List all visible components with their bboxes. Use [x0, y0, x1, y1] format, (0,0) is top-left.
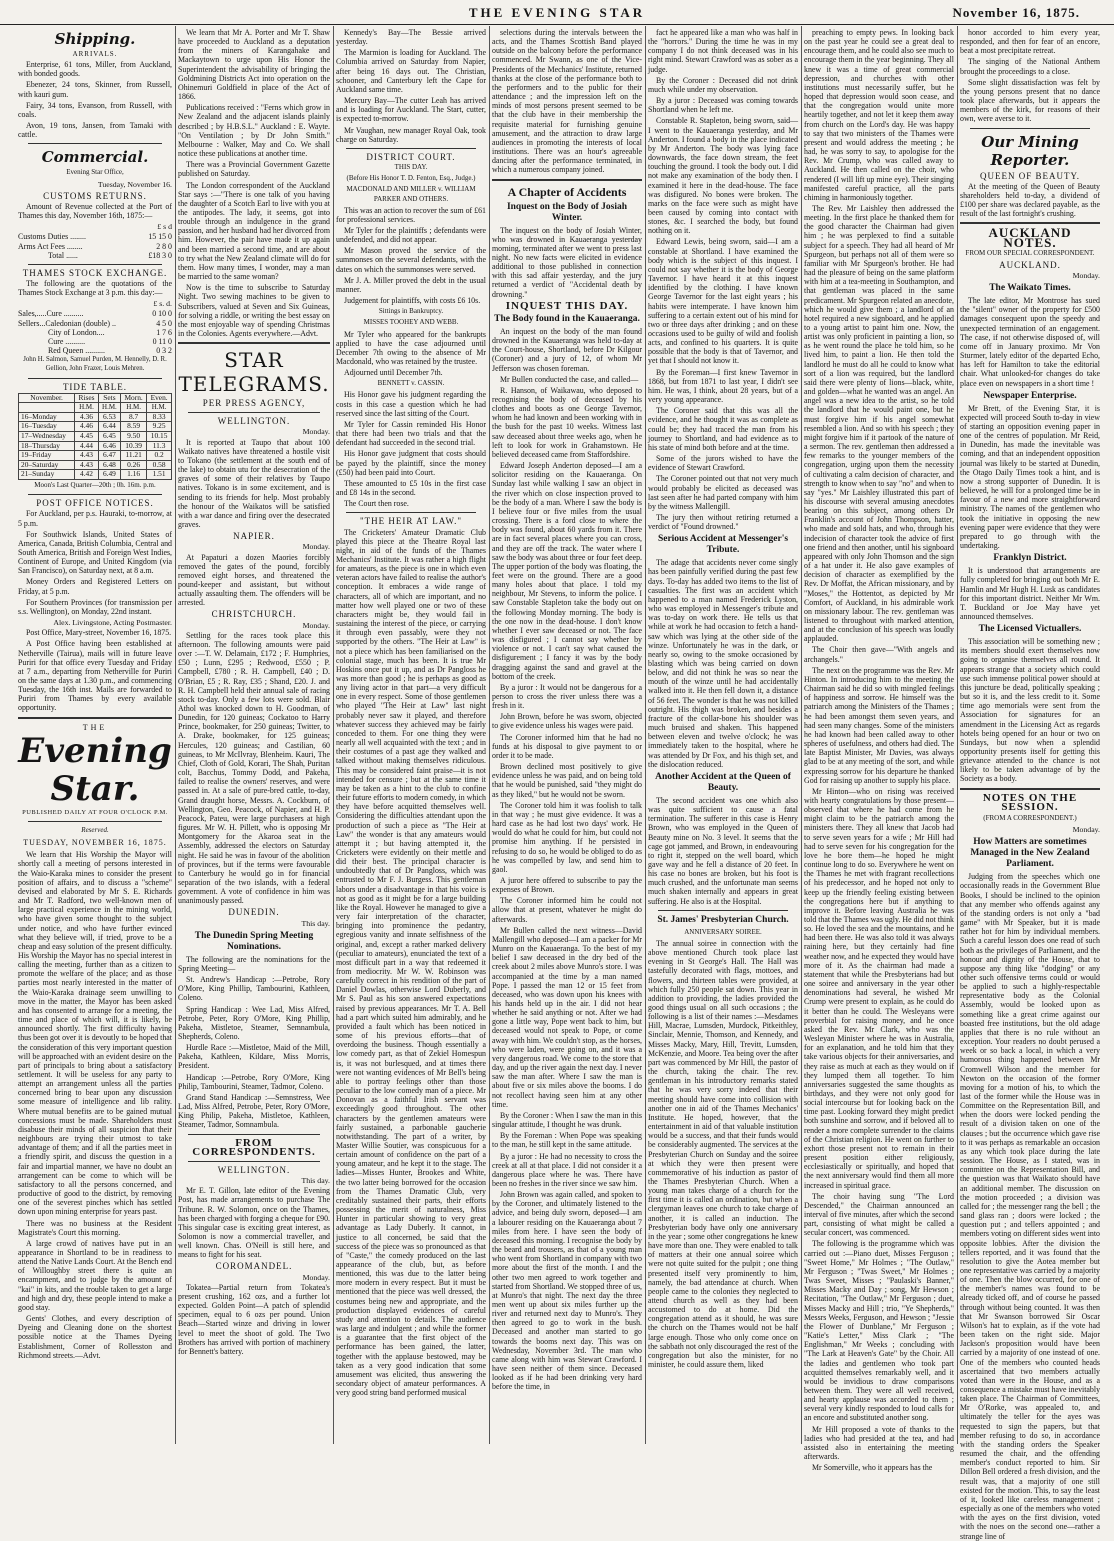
- notes-paragraph: It is understood that arrangements are fully completed for bringing out both Mr E. Hamlin and Mr Hugh H. Lusk as candidates for this important district. Neither Mr Wm. T. Buckland or Joe May have yet announced themselves.: [960, 566, 1100, 621]
- nominations-paragraph: Grand Stand Handicap :—Semnstress, Wee Lad, Miss Alfred, Petrobe, Peter, Rory O'More, King Philip, Pakeha, Mistletoe, Kathleen, Steamer, Tadmor, Somnambula.: [178, 1092, 330, 1130]
- post-notice: Post Office, Mary-street, November 16, 1875.: [26, 628, 172, 638]
- nominations-paragraph: St. Andrew's Handicap :—Petrobe, Rory O'More, King Phillip, Tambourini, Kathleen, Coleno.: [178, 975, 330, 1003]
- exchange-value: 4 5 0: [156, 318, 172, 328]
- post-notice: For Southern Provinces (for transmission per s.s. Wellington), on Monday, 22nd instant.: [18, 597, 172, 616]
- inquest-paragraph: Mr Bullen conducted the case, and called—: [500, 374, 639, 384]
- nominations-paragraph: Spring Handicap : Wee Lad, Miss Alfred, Petrobe, Peter, Rory O'More, King Phillip, Pakeha, Mistletoe, Steamer, Semnambula, Shepherds, Coleno.: [178, 1004, 330, 1041]
- tide-unit: H.M.: [147, 403, 172, 413]
- mining-reporter-heading: Our Mining Reporter.: [981, 132, 1079, 169]
- arrival-item: Ebenezer, 24 tons, Skinner, from Russell, with kauri gum.: [18, 80, 172, 99]
- tide-cell: 8.33: [147, 412, 172, 422]
- news-paragraph: There was a Provincial Government Gazette published on Saturday.: [178, 160, 330, 179]
- district-court-heading: DISTRICT COURT.: [366, 151, 456, 162]
- inquest-paragraph: Mr Bullen called the next witness—David Mallengill who deposed—I am a packer for Mr Munro on the Kauaeranga. To the best of my belief I saw deceased in the dry bed of the creek about 2 miles above Munro's store. I was accompanied at the time by a man named Pope. I passed the man 12 or 15 feet from deceased, who was down upon his knees with his hands held up in the air. I did not hear whether he said anything or not. After we had gone a little way, Pope went back to him, but deceased would not speak to Pope, or come away with him. We couldn't stop, as the horses, who were laden, were going on, and it was a very dangerous road. We come to the store that day, and up the river again the next day. I never saw the man after. Where I saw the man is about five or six miles above the booms. I do not recollect having seen him at any other time.: [492, 925, 642, 1109]
- kauaeranga-heading: The Body found in the Kauaeranga.: [494, 313, 640, 324]
- tide-col-header: Morn.: [121, 393, 147, 403]
- divider: [28, 494, 162, 495]
- messenger-accident-heading: Serious Accident at Messenger's Tribute.: [657, 534, 789, 556]
- waikato-times-heading: The Waikato Times.: [989, 283, 1071, 294]
- divider: [28, 143, 162, 144]
- divider: [28, 264, 162, 265]
- dateline-day: Monday.: [302, 620, 330, 630]
- queen-accident-heading: Another Accident at the Queen of Beauty.: [655, 771, 791, 793]
- customs-total: £18 3 0: [148, 250, 172, 260]
- post-notice: A Post Office having been established at Netherville (Tairua), mails will in future leave Puriri for that office every Tuesday and Friday at 7 a.m., departing from Netherville for Puriri on the same days at 1.30 p.m., and commencing Tuesday, the 16th inst. Mails are forwarded to Puriri from Thames by every available opportunity.: [18, 639, 172, 713]
- exchange-row: [18, 309, 172, 318]
- licensed-victuallers-heading: The Licensed Victuallers.: [978, 624, 1082, 635]
- inquest-paragraph: Some of the jurors wished to have the evidence of Stewart Crawford.: [648, 454, 798, 473]
- exchange-label: City of London....: [48, 327, 105, 337]
- review-paragraph: selections during the intervals between the acts, and the Thames Scottish Band played outside on the balcony before the performance commenced. Mr Swann, as one of the Vice-Presidents of the Mechanics' Institute, returned thanks at the close of the performance both to the performers and to the public for their attendance ; and the impression left on the minds of most persons present seemed to be that the club have in their membership the requisite material for furnishing genuine amusement, and the attraction to draw large audiences in promoting the interests of local institutions. There was an hour's agreeable dancing after the performance terminated, in which a numerous company joined.: [492, 28, 642, 175]
- column-2: [178, 28, 330, 1444]
- nominations-paragraph: The following are the nominations for the Spring Meeting—: [178, 954, 330, 973]
- nominations-paragraph: Handicap :—Petrobe, Rory O'More, King Philip, Tambourini, Steamer, Tadmor, Coleno.: [178, 1072, 330, 1091]
- news-paragraph: Kennedy's Bay—The Bessie arrived yesterday.: [336, 28, 486, 47]
- customs-value: 15 15 0: [148, 232, 172, 242]
- inquest-paragraph: The Coroner said that this was all the evidence, and he thought it was as complete as could be; they had traced the man from his journey to Shortland, and had evidence as to his state of mind both before and at the time.: [648, 406, 798, 452]
- tide-units-row: [19, 403, 172, 413]
- column-7: [960, 28, 1101, 1541]
- tide-cell: 6.45: [98, 432, 120, 442]
- accident-paragraph: The second accident was one which also was quite sufficient to cause a fatal termination. The sufferer in this case is Henry Brown, who was employed in the Queen of Beauty mine on No. 3 level. It seems that the cage got jammed, and Brown, in endeavouring to right it, stepped on the well board, which gave way and he fell a distance of 20 feet. In his case no bones are broken, but his foot is much crushed, and the unfortunate man seems much shaken internally and appears in great suffering. He also is at the Hospital.: [648, 795, 798, 906]
- tide-unit: [19, 403, 75, 413]
- exchange-row: [18, 346, 172, 355]
- court-paragraph: Mr Mason proved the service of the summonses on the several defendants, with the dates on which the summonses were served.: [336, 246, 486, 274]
- auckland-notes-heading: AUCKLAND NOTES.: [988, 225, 1072, 250]
- tide-cell: 4.45: [75, 432, 99, 442]
- tide-unit: H.M.: [98, 403, 120, 413]
- inquest-paragraph: By a juror : He had no necessity to cross the creek at all at that place. I did not consider it a dangerous place where he was. There have been no freshes in the river since we saw him.: [492, 1151, 642, 1188]
- tide-body: [19, 412, 172, 479]
- newspaper-enterprise-heading: Newspaper Enterprise.: [983, 390, 1077, 401]
- customs-label: Arms Act Fees ........: [18, 241, 83, 251]
- exchange-value: 0 11 0: [152, 336, 172, 346]
- tide-cell: 0.58: [147, 460, 172, 470]
- tide-cell: 4.42: [75, 470, 99, 480]
- dateline-day: Monday.: [302, 1272, 330, 1282]
- column-rule: [489, 26, 490, 1444]
- double-divider: [18, 717, 172, 719]
- exchange-names: John H. Salmon, Samuel Purden, M. Hennelly, D. R. Gellion, John Frazer, Louis Mehren.: [23, 356, 167, 373]
- court-paragraph: His Honor gave judgment that costs should be payed by the plaintiff, since the money (£50) had been paid into Court.: [336, 449, 486, 477]
- church-paragraph: Some slight dissatisfaction was felt by the young persons present that no dance took place afterwards, but it appears the members of the kirk, for reasons of their own, were averse to it.: [960, 77, 1100, 124]
- divider: [346, 512, 476, 513]
- tide-cell: 6.47: [98, 451, 120, 461]
- dateline-place: CHRISTCHURCH.: [211, 609, 297, 620]
- inquest-paragraph: fact he appeared like a man who was half in the "horrors." During the time he was in my company I do not think deceased was in his right mind. Stewart Crawford was as sober as a judge.: [648, 28, 798, 74]
- church-paragraph: Mr Hinton—who on rising was received with hearty congratulations by those present—observed that where he had come from he might claim to be the patriarch among the ministers there. They all knew that Jacob had to serve seven years for a wife ; Mr Hill had had to serve seven for his congregation for the love he bore them—he hoped he might continue long to do so. Everywhere he went on the Thames he met with fragrant recollections of his predecessor, and he hoped not only to keep up the friendly feeling existing between the congregations here but if anything to improve it. Before leaving Australia he was told that the Thames was ugly. He did not think so. He loved the sea and the mountains, and he had been there. He was also told it was always raining here, but they certainly had fine weather now, and he expected they would have more of it. As the chairman had made a statement that while the Presbyterians had but one soiree and anniversary in the year other denominations had several, he wished Mr Crump were present to explain, as he could do it better than he could. The Wesleyans were proverbial for raising money, and he once asked the Rev. Mr Clark, who was the Wesleyan Minister where he was in Australia, for an explanation, and he told him that they take various objects for their anniversaries, and they raise as much at each as they would on if they lumped them all together. To him anniversaries suggested the same thoughts as birthdays, and they were not only good for social intercourse but for looking back on the time past. Looking forward they might predict both sunshine and sorrow, and if beloved all to render a more complete surrender to the claims of the Christian religion. He went on further to exhort those present not to remain in their present position either religiously, ecclesiastically or spiritually, and hoped that the next anniversary would find them all more increased in spiritual grace.: [804, 786, 954, 1190]
- exchange-label: Cure ..........: [48, 336, 86, 346]
- tide-col-header: Sets: [98, 393, 120, 403]
- news-paragraph: The London correspondent of the Auckland Star says :—"There is one talk of you having the daughter of a Scotch Earl to live with you at the antipodes. The lady, it seems, got into trouble through an indulgence in the grand passion, and her husband had her divorced from him. However, the pair have made it up again and been married a second time, and are about to try what the New Zealand climate will do for them. How many times, I wonder, may a man be married to the same woman?: [178, 180, 330, 282]
- customs-row: [18, 242, 172, 251]
- advertisement: Gents' Clothes, and every description of Dyeing and Cleaning done on the shortest possible notice at the Thames Dyeing Establishment, Corner of Rollesston and Richmond streets.—Advt.: [18, 1314, 172, 1360]
- exchange-row: [18, 337, 172, 346]
- exchange-label: Sales,.....Cure ..........: [18, 309, 84, 319]
- church-paragraph: The Choir then gave—"With angels and archangels.": [804, 645, 954, 664]
- newspaper-title: THE EVENING STAR: [468, 5, 646, 20]
- auckland-notes-subheading: FROM OUR SPECIAL CORRESPONDENT.: [965, 248, 1095, 257]
- church-paragraph: Mr Somerville, who it appears has the: [812, 1463, 933, 1473]
- news-paragraph: We learn that Mr A. Porter and Mr T. Shaw have proceeded to Auckland as a deputation from the miners of Karangahake and Mackaytown to urge upon His Honor the Superintendent the advisability of bringing the Goldmining Districts Act into operation on the Ohinemuri Goldfield in place of the Act of 1866.: [178, 28, 330, 102]
- nameplate: Evening Star.: [18, 730, 172, 809]
- divider: [188, 1134, 320, 1135]
- dateline-day: This day.: [301, 1176, 330, 1186]
- tide-col-header: Even.: [147, 393, 172, 403]
- column-6: [804, 28, 954, 1473]
- editorial-paragraph: We learn that His Worship the Mayor will shortly call a meeting of persons interested in the Waio-Karaka mines to consider the present position of affairs, and to discuss a "scheme" devised and elaborated by Mr S. E. Richards and Mr T. Radford, two well-known men of large practical experience in the mining world, who have given some thought to the subject under notice, and who have further evinced what they believe will, if tried, prove to be a cheap and easy solution of the present difficulty. His Worship the Mayor has no special interest in calling the meeting, further than as a citizen to promote the welfare of the place; and as those parties most nearly interested in the matter of the Waio-Karaka drainage seem unwilling to move in the matter, the Mayor has been asked and has consented to arrange for a meeting, the time and place of which will, it is likely, be announced shortly. The first difficulty having thus been got over it is devoutly to be hoped that the consideration of this very important question will be approached with an evident desire on the part of principals to bring about a satisfactory settlement. It will be useless for any party to attempt an arrangement unless all the parties concerned bring to bear upon any discussion some measure of intelligence and lib rality. Where mutual benefits are to be gained mutual concessions must be made. Shareholders must disabuse their minds of all suspicion that their neighbours are trying their utmost to take advantage of them; and if all the parties meet in a friendly spirit, and discuss the question in a fair and impartial manner, we have no doubt an arrangement can be come to which will be satisfactory to all the persons concerned, and productive of good to the district, by removing one of the severest pinches which has settled down upon mining enterprise for years past.: [18, 850, 172, 1217]
- news-paragraph: Mr Vaughan, new manager Royal Oak, took charge on Saturday.: [336, 125, 486, 144]
- tide-cell: 10.15: [147, 432, 172, 442]
- tide-unit: H.M.: [121, 403, 147, 413]
- court-paragraph: The Court then rose.: [344, 499, 409, 509]
- chapter-of-accidents-heading: A Chapter of Accidents: [507, 184, 627, 199]
- exchange-row: [18, 328, 172, 337]
- tide-cell: 20–Saturday: [19, 460, 75, 470]
- news-paragraph: Publications received : "Ferns which grow in New Zealand and the adjacent islands plainly described ; by H.B.S.L." Auckland : E. Wayte. "On Ventilation ; by Dr John Smith." Melbourne : Walker, May and Co. We shall notice these publications at another time.: [178, 103, 330, 159]
- tide-cell: 4.46: [75, 422, 99, 432]
- exchange-text: The following are the quotations of the Thames Stock Exchange at 3 p.m. this day:—: [18, 278, 172, 298]
- queen-of-beauty-heading: QUEEN OF BEAUTY.: [979, 170, 1081, 181]
- correspondents-heading: FROM CORRESPONDENTS.: [192, 1136, 316, 1158]
- column-3: [336, 28, 486, 1444]
- inquest-paragraph: The Coroner told him it was foolish to talk in that way ; he must give evidence. It was a hard case as he had lost two days' work. He would do what he could for him, but could not promise him anything. If he persisted in refusing to do so, he would be obliged to do as he was compelled by law, and send him to gaol.: [492, 800, 642, 874]
- tide-cell: 10.39: [121, 441, 147, 451]
- tide-unit: H.M.: [75, 403, 99, 413]
- dateline-day: Monday.: [302, 427, 330, 437]
- tide-col-header: Rises: [75, 393, 99, 403]
- exchange-label: Red Queen ..........: [48, 346, 105, 356]
- telegram-text: At Papaturi a dozen Maories forcibly removed the gates of the pound, forcibly removed eight horses, and threatened the pound-keeper and assistant, but without actually assaulting them. The offenders will be arrested.: [178, 552, 330, 608]
- inquest-paragraph: John Brown, before he was sworn, objected to give evidence unless his wages were paid.: [492, 712, 642, 731]
- church-paragraph: The singing of the National Anthem brought the proceedings to a close.: [960, 57, 1100, 76]
- tide-heading: TIDE TABLE.: [62, 381, 128, 392]
- exchange-row: [18, 319, 172, 328]
- court-paragraph: Mr J. A. Miller proved the debt in the usual manner.: [336, 275, 486, 294]
- tide-cell: 6.49: [98, 470, 120, 480]
- tide-cell: 8.7: [121, 412, 147, 422]
- dateline-day: Monday.: [1072, 825, 1100, 835]
- court-paragraph: Judgement for plaintiffs, with costs £6 10s.: [344, 296, 481, 306]
- dateline-day: Monday.: [1072, 270, 1100, 280]
- news-paragraph: The Marmion is loading for Auckland. The Columbia arrived on Saturday from Napier, after being 16 days out. The Christian, schooner, and Canterbury left the Cape for Auckland same time.: [336, 48, 486, 94]
- inquest-paragraph: Brown declined most positively to give evidence unless he was paid, and on being told that he would be punished, said "they might do as they liked," but he would not be sworn.: [492, 762, 642, 799]
- tide-header-row: [19, 393, 172, 403]
- inquest-paragraph: John Brown was again called, and spoken to by the Coroner, and ultimately listened to the advice, and being duly sworn, deposed—I am a labourer residing on the Kauaeranga about 7 miles from here. I have seen the body of deceased this morning. I recognise the body by the beard and trousers, as that of a young man who went from Shortland in company with two more about the first of the month. I and the other two men agreed to work together and started from Shortland. We stopped three of us, at Munro's that night. The next day the three men went up about six miles further up the river and returned next day to Munro's. They then agreed to go to work in the bush. Deceased and another man started to go towards the booms next day. This was on Wednesday, November 3rd. The man who came along with him was Stewart Crawford. I have seen neither of them since. Deceased looked as if he had been drinking very hard before the time, in: [492, 1190, 642, 1392]
- notes-on-session-subheading: (FROM A CORRESPONDENT.): [983, 813, 1077, 822]
- inquest-paragraph: A juror here offered to subscribe to pay the expenses of Brown.: [492, 875, 642, 895]
- double-divider: [960, 222, 1100, 224]
- tide-cell: 6.44: [98, 422, 120, 432]
- tide-cell: 19–Friday: [19, 451, 75, 461]
- case-title: MISSES TOOHEY AND WEBB.: [363, 318, 459, 327]
- inquest-paragraph: By the Coroner : When I saw the man in this singular attitude, I thought he was drunk.: [492, 1110, 642, 1130]
- table-row: [19, 432, 172, 442]
- telegrams-heading: STAR TELEGRAMS.: [178, 348, 330, 397]
- arrival-item: Enterprise, 61 tons, Miller, from Auckland, with bonded goods.: [18, 60, 172, 79]
- customs-value: 2 8 0: [156, 241, 172, 251]
- divider: [346, 148, 476, 149]
- post-notice: For Southwick Islands, United States of America, Canada, British Columbia, Central and South America, British and Foreign West Indies, Continent of Europe, and United Kingdom (via San Francisco), on Saturday next, at 8 a.m.: [18, 529, 172, 576]
- church-paragraph: The Rev. Mr Laishley then addressed the meeting. In the first place he thanked them for the good character the Chairman had given him ; he was perplexed to find a suitable subject for a speech. They had all heard of Mr Spurgeon, but perhaps not all of them were so familiar with Mr Spurgeon's brother. He had had the pleasure of being on the same platform with him at a tea-meeting in Southampton, and that gentleman was placed in the same predicament. Mr Spurgeon related an anecdote, which he would give them ; a landlord of an hotel required a new signboard, and he applied to a young artist to paint him one. Now, the artist was only proficient in painting a lion, so as he went round the place he told him, so he lived him, to paint a lion. He then told the landlord he must do all he could to know what sort of a lion was required, but the landlord said there were plenty of lions—black, white, and golden—what he wanted was an angel. An angel was a new idea to the artist, so he told the landlord that he would paint one, but he must forgive him if his angel somewhat resembled a lion. And so with his speech ; they might forgive him if it partook of the nature of a sermon. The rev. gentleman then addressed a few remarks to the younger members of the congregation, urging upon them the necessity of cultivating a calm decision of character, and strength to know when to say "no" and when to say "yes." Mr Laishley illustrated this part of his discourse with several amusing anecdotes bearing on this subject, among others Dr Franklin's account of John Thompson, hatter, who made and sold hats, and who, through his indecision of character took the advice of first one friend and then another, until his signboard appeared with only John Thomson and the sign of a hat under it. He also gave examples of decision of character as exemplified by the Rev. Dr Moffat, the African missionary, and by "Moses," the Hottentot, as depicted by Mr Comfort, of Auckland, in his admirable work on missionary labour. The rev. gentleman was listened to throughout with marked attention, and at the conclusion of his speech was loudly applauded.: [804, 203, 954, 644]
- issue-date: November 16, 1875.: [952, 5, 1080, 20]
- post-notice: For Auckland, per p.s. Hauraki, to-morrow, at 5 p.m.: [18, 509, 172, 528]
- telegram-text: It is reported at Taupo that about 100 Waikato natives have threatened a hostile visit to Tokano (the settlement at the south end of the lake) to obtain utu for the desecration of the graves of some of their relatives by Taupo natives. Tokano is in some excitement, and is sending to its friends for help. Most probably the honour of the Waikatos will be satisfied with a war dance and firing over the desecrated graves.: [178, 437, 330, 530]
- customs-row: [18, 232, 172, 241]
- mining-paragraph: At the meeting of the Queen of Beauty shareholders held to-day, a dividend of £100 per share was declared payable, as the result of the last fortnight's crushing.: [960, 181, 1100, 219]
- arrival-item: Avon, 19 tons, Jansen, from Tamaki with cattle.: [18, 121, 172, 140]
- masthead: [0, 0, 1114, 25]
- tide-cell: 9.25: [147, 422, 172, 432]
- case-title: BENNETT v. CASSIN.: [377, 379, 445, 388]
- session-paragraph: Judging from the speeches which one occasionally reads in the Government Blue Books, I should be inclined to the opinion that any member who offends against any of the standing orders is not only a "bad game" with Mr Speaker, but it is made rather hot for him by individual members. Such a careful lesson does one read of such both as the privileges of Parliament, and the honour and dignity of the House, that to suppose any thing like "dodging" or any other such offensive terms could or would be applied to such a highly-respectable representative body as the Colonial Assembly, would be looked upon as something like a great crime against our boasted free institutions, but the old adage applies that there is no rule without an exception. Your readers no doubt perused a week or so back a local, in which a very humorous thing happened between Mr Cromwell Wilson and the member for Newton on the occasion of the former moving for a motion of his, to which the last of the former while the House was in Committee on the Representation Bill, and when the doors were locked pending the result of a division taken on one of the clauses ; but the occurrence which gave rise to it was perhaps as remarkable an occasion as any which took place during the late session. The House, as I stated, was in committee on the Representation Bill, and the question was that Waikato should have an additional member. The discussion on the motion proceeded ; a division was called for ; the messenger rang the bell ; the sand glass ran ; doors were locked ; the question put ; and tellers appointed ; and members voting on different sides went into opposite lobbies. After the division the tellers reported, and it was found that the resolution to give the Aotea member but one representative was carried by a majority of one. Then the blow occurred, for one of the member's names was found to be already ticked off, and of course he passed through without being counted. It was then that Mr Swanson borrowed Sir Oscar Wilson's hat to explain, as if the vote had been taken on the right side. Major Jackson's proposition would have been carried by a majority of one instead of one. One of the members who counted heads ascertained that two members actually voted than were in the House, and as a consequence a mistake must have inevitably taken place. The Chairman of Committees, Mr O'Rorke, was appealed to, and ultimately the teller for the ayes was requested to sign the papers, but that member refusing to do so, in accordance with the standing orders the Speaker resumed the chair, and the offending member's conduct reported to him. Sir Dillon Bell ordered a fresh division, and the result was, that a majority of one still existed for the motion. This, to say the least of it, looked like careless management ; especially as one of the members who voted with the ayes on the first division, voted with the noes on the second one—rather a strange line of: [960, 872, 1101, 1541]
- column-rule: [957, 26, 958, 1444]
- church-paragraph: The following is the programme which was carried out :—Piano duet, Misses Ferguson ; "Sweet Home," Mr Holmes ; "The Outlaw," Mr Ferguson ; "Twas Sweet," Mr Holmes ; Twas Sweet, Misses ; "Paulaski's Banner," Misses Macky and Day ; song, Mr Hewson ; Recitation, "The Outlaw," Mr Ferguson ; duet, Misses Macky and Hill ; trio, "Ye Shepherds," Messrs Weeks, Ferguson, and Hewson ; "Jessie the Flower of Dunblane," Mr Ferguson ; "Katie's Letter," Miss Clark ; "The Englishman," Mr Weeks ; concluding with "The Lark at Heaven's Gate" by the Choir. All the ladies and gentlemen who took part acquitted themselves remarkably well, and it would be invidious to draw comparisons between them. They were all well received, and hearty applause was accorded to them ; several very kindly responded to loud calls for an encore and substituted another song.: [804, 1239, 954, 1423]
- exchange-value: 0 10 0: [152, 309, 172, 319]
- reserved-notice: Reserved.: [81, 825, 109, 834]
- tide-cell: 6.48: [98, 460, 120, 470]
- tide-cell: 0.26: [121, 460, 147, 470]
- court-paragraph: Mr Tyler for the plaintiffs ; defendants were undefended, and did not appear.: [336, 225, 486, 245]
- tide-cell: 4.36: [75, 412, 99, 422]
- correspondent-text: Tokatea—Partial return from Tokatea's present crushing, 162 ozs, and a further lot expected. Golden Point—A patch of splendid specimen, equal to 6 ozs per pound. Union Beach—Started winze and driving in lower level to meet the shoot of gold. The Two Brothers has arrived with portion of machinery for Bennett's battery.: [178, 1282, 330, 1356]
- arrival-item: Fairy, 34 tons, Evanson, from Russell, with coals.: [18, 100, 172, 119]
- church-paragraph: The choir having sung "The Lord Descended," the Chairman announced an interval of five minutes, after which the second part, consisting of what might be called a secular concert, was commenced.: [804, 1191, 954, 1238]
- telegram-text: Settling for the races took place this afternoon. The following amounts were paid over :—T. W. Delamain, £172 ; F. Humphries, £50 ; Lunn, £295 ; Redwood, £550 ; P. Campbell, £780 ; R. H. Campbell, £40 ; D. O'Brian, £5 ; R. Ray, £35 ; Shand, £20. J. and R. H. Campbell held their annual sale of racing stock to-day. Only a few lots were sold. Blair Athol was knocked down to H. Goodman, of Dunedin, for 120 guineas; Cockatoo to Harry Prince, bookmaker, for 250 guineas; Twitter, to A. Drake, bookmaker, for 125 guineas; Hercules, 120 guineas; and Castilian, 60 guineas, to Mr McIlvray, Blenheim. Kauri, The Chief, Cloth of Gold, Korari, The Shah, Puritan colt, Bacchus, Tommy Dodd, and Pakeha, failed to realise the owners' reserves, and were passed in. At a sale of pure-bred cattle, to-day, Grand draught horse, Messrs. A. Cockburn, of Wellington, Geo. Peacock, of Napier, and H. P. Peacock, Pateu, were large purchasers at high figures. Mr W. H. Pillett, who is opposing Mr Montgomery for the Akaroa seat in the Assembly, addressed the electors on Saturday night. He said he was in favour of the abolition of provinces, but if the terms were favourable to Canterbury he would go in for financial separation of the two islands, with a federal government. A vote of confidence in him was unanimously passed.: [178, 630, 330, 906]
- exchange-columns: £ s. d.: [153, 299, 172, 309]
- commercial-heading: Commercial.: [41, 148, 149, 167]
- tide-cell: 16–Monday: [19, 412, 75, 422]
- court-paragraph: Mr Tyler who appeared for the bankrupts applied to have the case adjourned until December 7th owing to the absence of Mr Macdonald, who was retained by the trustee.: [336, 329, 486, 366]
- post-office-heading: POST OFFICE NOTICES.: [36, 498, 154, 509]
- inquest-winter-heading: Inquest on the Body of Josiah Winter.: [506, 201, 628, 223]
- office-date: Tuesday, November 16.: [97, 179, 172, 189]
- tide-cell: 4.43: [75, 451, 99, 461]
- correspondent-text: Mr E. T. Gillon, late editor of the Evening Post, has made arrangements to purchase The Tribune. R. W. Solomon, once on the Thames, has been charged with forging a cheque for £90. This singular case is exciting great interest, as Solomon is now a commercial traveller, and well known. Chas. O'Neill is still here, and means to fight for his seat.: [178, 1186, 330, 1260]
- bankruptcy-heading: Sittings in Bankruptcy.: [378, 307, 444, 316]
- office-line: Evening Star Office,: [66, 168, 124, 177]
- inquest-paragraph: By the Coroner : Deceased did not drink much while under my observation.: [648, 75, 798, 94]
- court-paragraph: This was an action to recover the sum of £61 for professional services.: [336, 205, 486, 224]
- customs-text: Amount of Revenue collected at the Port of Thames this day, November 16th, 1875:—: [18, 201, 172, 221]
- nominations-paragraph: Hurdle Race :—Mistletoe, Maid of the Mill, Pakeha, Kathleen, Kildare, Miss Morris, President.: [178, 1043, 330, 1071]
- court-day: THIS DAY.: [394, 163, 428, 172]
- column-rule: [333, 26, 334, 1444]
- franklyn-district-heading: Franklyn District.: [993, 553, 1067, 564]
- inquest-paragraph: An inquest on the body of the man found drowned in the Kauaeranga was held to-day at the Court-house, Shortland, before Dr Kilgour (Coroner) and a jury of 12, of whom Mr Jefferson was chosen foreman.: [492, 326, 642, 373]
- dateline-place: AUCKLAND.: [999, 259, 1061, 270]
- case-title: MACDONALD AND MILLER v. WILLIAM PARKER AND OTHERS.: [346, 185, 476, 203]
- tide-cell: 1.51: [147, 470, 172, 480]
- divider: [188, 1161, 320, 1162]
- double-divider: [178, 342, 330, 344]
- dateline-place: WELLINGTON.: [217, 416, 291, 427]
- review-paragraph: The Cricketers' Amateur Dramatic Club played this piece at the Theatre Royal last night, in aid of the funds of the Thames Mechanics' Institute. It was rather a high flight for amateurs, as the piece is one in which even veteran actors have failed to realise the author's conception. It embraces a wide range of characters, all of which are important, and no matter how well played one or two of these characters might be, they would fail in sustaining the interest of the piece, or carrying it through even passably, were they not supported by the others. "The Heir at Law" is not a piece which has been familiarised on the colonial stage, much has been. It is true Mr Hoskins once put it up, and as Dr Pangloss he was more than good ; he is perhaps as good as any living actor in that part—a very difficult one in every respect. Some of those gentlemen who played "The Heir at Law" last night probably never saw it played, and therefore whatever success they achieved may be fairly conceded to them. For one thing they were nearly all well acquainted with the text ; and in their costumes of a past age they walked and talked without making themselves ridiculous. This may be considered faint praise—it is not intended for censure ; but at the same time it may be taken as a hint to the club to confine their future efforts to modern comedy, in which they have before acquitted themselves well. Considering the difficulties attendant upon the production of such a piece as "The Heir at Law" the wonder is that any amateurs would attempt it ; but having attempted it, the Cricketers were evidently on their mettle and did their best. The principal character is undoubtedly that of Dr Pangloss, which was entrusted to Mr F. J. Burgess. This gentleman labors under a disadvantage in that his voice is not as good as it might be for a large building like the Royal. However he managed to give a very fair interpretation of the character, bringing into prominence the pedantry, egregious vanity and innate selfishness of the original, and, except a rather marked delivery (peculiar to amateurs), enunciated the text of a most difficult part in a way that redeemed it from mediocrity. Mr W. W. Robinson was carefully correct in his rendition of the part of Daniel Dowlas, otherwise Lord Duberly, and Mr S. Paul as his son answered expectations raised by previous appearances. Mr T. A. Bell had a part which suited him admirably, and he provided a fault which has been noticed in some of his previous efforts—that of overdoing the business. Though essentially a low comedy part, as that of Zekiel Homespun is, it was not burlesqued, and at times there were not wanting evidences of Mr Bell's being able to portray feelings other than those peculiar to the low comedy man of a piece. Mr Donovan as a faithful Irish servant was exceedingly good throughout. The other characters by the gentlemen amateurs were fairly sustained, a parbonable gaucherie notwithstanding. The part of a writer, by Master Willie Soutier, was conspicuous for a certain amount of confidence on the part of a young amateur, and he kept it to the stage. The ladies—Misses Hunter, Brookes and White, the two latter being borrowed for the occasion from the Thames Dramatic Club, very creditably sustained their parts, their efforts possessing the merit of naturalness, Miss Hunter in particular showing to very great advantage as Lady Duberly. It cannot, in justice to all concerned, be said that the success of the piece was so pronounced as that of "Caste," the comedy produced on the last appearance of the club, but, as before mentioned, this was due to the latter being more modern in every respect. But it must be mentioned that the piece was well dressed, the costumes being new and appropriate, and the production displayed evidences of careful study and attention to details. The audience was large and indulgent ; and while the former is a guarantee that the first object of the performance has been gained, the latter, together with the applause bestowed, may be taken as a very good indication that some amusement was elicited, thus answering the secondary object of amateur performances. A very good string band performed musical: [336, 527, 486, 1398]
- news-paragraph: Mercury Bay—The cutter Leah has arrived and is loading for Auckland. The Start, cutter, is expected to-morrow.: [336, 96, 486, 124]
- column-rule: [801, 26, 802, 1444]
- advertisement: Now is the time to subscribe to Saturday Night. Two sewing machines to be given to Subscribers, valued at Seven and Six Guineas, for solving a riddle, or writing the best essay on the most enjoyable way of spending Christmas in the Colonies. Agents everywhere.—Advt.: [178, 283, 330, 338]
- tide-cell: 6.46: [98, 441, 120, 451]
- inquest-paragraph: The jury then without retiring returned a verdict of "Found drowned.": [648, 512, 798, 532]
- inquest-today-heading: INQUEST THIS DAY.: [505, 299, 629, 312]
- church-paragraph: The annual soiree in connection with the above mentioned Church took place last evening in St George's Hall. The Hall was tastefully decorated with flags, mottoes, and flowers, and thirteen tables were provided, at which fully 250 people sat down. This year in addition to providing, the ladies provided the good things usual on all such occasions ; the following is a list of their names :—Mesdames Hill, Macrae, Lumsden, Murdock, Pitkeithley, Sinclair, Mennie, Thomson, and Kennedy, and Misses Macky, Mary, Hill, Trevitt, Lumsden, McKenzie, and Moore. Tea being over the after part was commenced by Mr Hill, the pastor of the church, taking the chair. The rev. gentleman in his introductory remarks stated that he was very sorry indeed that their meeting should have come into collision with another one in aid of the Thames Mechanics' Institute. He hoped, however, that the entertainment in aid of that valuable institution would be a success, and that their funds would be considerably augmented. The services at the Presbyterian Church on Sunday and the soiree at which they were then present were commemorative of his induction as pastor of the Thames Presbyterian Church. When a young man takes charge of a church for the first time it is called an ordination, but when a clergyman leaves one church to take charge of another, it is called an induction. The Presbyterian body have only one anniversary in the year ; some other congregations he knew have more than one. They were enabled to talk of matters at their one annual soiree which were not quite suited for the pulpit ; one thing presented itself very prominently to him, namely, the bad attendance at church. When people came to the colonies they neglected to attend church as well as they had been accustomed to do at home. Did the congregation attend as it should, he was sure the church on the Thames would not be half large enough. Those who only come once on the sabbath not only discouraged the rest of the congregation but also the minister, for no minister, he could assure them, liked: [648, 938, 798, 1370]
- column-5: [648, 28, 798, 1444]
- court-judge: (Before His Honor T. D. Fenton, Esq., Judge.): [346, 174, 476, 183]
- dateline-place: NAPIER.: [233, 531, 275, 542]
- inquest-paragraph: The inquest on the body of Josiah Winter, who was drowned in Kauaeranga yesterday morning, terminated after we went to press last night. No new facts were elicited in evidence additional to those published in connection with this sad affair yesterday, and the jury returned a verdict of "Accidental death by drowning.": [492, 225, 642, 299]
- post-notice: Money Orders and Registered Letters on Friday, at 5 p.m.: [18, 577, 172, 596]
- double-divider: [960, 788, 1100, 790]
- tide-cell: 4.43: [75, 460, 99, 470]
- tide-cell: 16–Tuesday: [19, 422, 75, 432]
- double-divider: [492, 179, 642, 181]
- customs-total-label: Total ......: [48, 250, 78, 260]
- edition-date: TUESDAY, NOVEMBER 16, 1875.: [23, 838, 167, 848]
- church-subheading: ANNIVERSARY SOIREE.: [684, 927, 762, 936]
- heir-at-law-heading: "THE HEIR AT LAW.": [359, 516, 463, 527]
- column-1: [18, 28, 172, 1444]
- tide-cell: 11.3: [147, 441, 172, 451]
- arrivals-heading: ARRIVALS.: [72, 50, 118, 58]
- tide-cell: 9.50: [121, 432, 147, 442]
- divider: [28, 821, 162, 822]
- dateline-day: This day.: [301, 918, 330, 928]
- inquest-paragraph: By the Foreman : When Pope was speaking to the man, he still kept in the same attitude.: [492, 1131, 642, 1150]
- tide-cell: 1.16: [121, 470, 147, 480]
- customs-total-row: [18, 251, 172, 260]
- shipping-heading: Shipping.: [54, 30, 136, 48]
- inquest-paragraph: R. Hanson, of Waikawau, who deposed to recognising the body of deceased by his clothes and boots as one George Tavernor, whom he had known and been working with in the bush for the past 10 weeks. Witness last saw deceased about three weeks ago, when he left to look for work in Grahamstown. He believed deceased came from Staffordshire.: [492, 385, 642, 459]
- editorial-paragraph: There was no business at the Resident Magistrate's Court this morning.: [18, 1218, 172, 1237]
- nameplate-the: THE: [82, 722, 108, 732]
- court-paragraph: These amounted to £5 10s in the first case and £8 14s in the second.: [336, 478, 486, 498]
- church-paragraph: honor accorded to him every year, responded, and then for fear of an encore, beat a most precipitate retreat.: [960, 28, 1100, 56]
- tide-cell: 21–Sunday: [19, 470, 75, 480]
- press-agency-line: PER PRESS AGENCY,: [202, 398, 306, 409]
- court-paragraph: His Honor gave his judgment regarding the costs in this case a question which he had reserved since the last sitting of the Court.: [336, 390, 486, 418]
- column-4: [492, 28, 642, 1444]
- dateline-place: WELLINGTON.: [217, 1164, 291, 1175]
- notes-paragraph: Mr Brett, of the Evening Star, it is expected will proceed South to-day in view of starting an opposition evening paper in one of the centres of population. Mr Reid, in Dunedin, has made the inevitable was coming, and that an independent opposition journal was likely to be started at Dunedin, the Otago Daily Times took a hint, and is now a strong supporter of Dunedin. It is believed, he will for a prolonged time be in favour of a new and more straightforward ministry. The names of the gentlemen who took the initiative in opposing the new evening paper were evidence that they were prepared to go through with the undertaking.: [960, 403, 1100, 551]
- church-paragraph: The next on the programme was the Rev. Mr Hinton. In introducing him to the meeting the Chairman said he did so with mingled feelings of happiness and sorrow. He himself was the patriarch among the Ministers of the Thames ; he had been amongst them seven years, and had seen many changes. Some of the ministers he had known had been called away to other spheres of usefulness, and others had died. The late Baptist Minister, Mr Davies, was always glad to be at any meeting of the sort, and while expressing sorrow for his departure he thanked God for raising up another to supply his place.: [804, 665, 954, 785]
- inquest-paragraph: By a juror : It would not be dangerous for a person to cross the river unless there was a fresh in it.: [492, 682, 642, 711]
- customs-heading: CUSTOMS RETURNS.: [43, 190, 147, 201]
- notes-on-session-heading: NOTES ON THE SESSION.: [982, 791, 1078, 813]
- inquest-paragraph: The Coroner informed him he could not allow that at present, whatever he might do afterwards.: [492, 896, 642, 924]
- inquest-paragraph: Edward Lewis, being sworn, said—I am a constable at Shortland. I have examined the body which is the subject of this inquest. I could not say whether it is the body of George Tavernor. I have heard it at this inquest identified by the clothing. I have known George Tavernor for the last eight years ; his habits were intemperate. I have known him suffering to a certain extent out of his mind for two or three days after drinking ; and on these occasions used to be guilty of wild and foolish acts, and confined to his quarters. It is quite possible that the body is that of Tavernor, and yet that I should not know it.: [648, 237, 798, 366]
- inquest-paragraph: By the Foreman—I first knew Tavernor in 1868, but from 1871 to last year, I didn't see him. He was, I think, about 28 years, but of a very young appearance.: [648, 367, 798, 405]
- tide-table: [18, 393, 172, 480]
- dateline-day: Monday.: [302, 542, 330, 552]
- inquest-paragraph: The Coroner pointed out that not very much would probably be elicited as deceased was last seen after he had parted company with him by the witness Mallengill.: [648, 474, 798, 511]
- exchange-value: 0 3 2: [156, 346, 172, 356]
- inquest-paragraph: Constable R. Stapleton, being sworn, said—I went to the Kauaeranga yesterday, and Mr Anderton. I found a body in the place indicated by Mr Anderton. The body was lying face downwards, the face down stream, the feet touching the ground. I took the body out. I did not make any examination of the body then. I examined it here in the dead-house. The face was disfigured. No bones were broken. The marks on the face were such as might have been caused by coming into contact with stones, &c. I searched the body, but found nothing on it.: [648, 116, 798, 236]
- tide-cell: 18–Thursday: [19, 441, 75, 451]
- tide-cell: 4.44: [75, 441, 99, 451]
- dateline-place: DUNEDIN.: [228, 907, 280, 918]
- tide-cell: 11.21: [121, 451, 147, 461]
- tide-cell: 6.53: [98, 412, 120, 422]
- column-rule: [175, 26, 176, 1444]
- tide-cell: 8.59: [121, 422, 147, 432]
- spring-meeting-heading: The Dunedin Spring Meeting Nominations.: [194, 930, 314, 952]
- divider: [28, 378, 162, 379]
- table-row: [19, 451, 172, 461]
- church-heading: St. James' Presbyterian Church.: [657, 914, 789, 925]
- notes-paragraph: This association will be something new ; its members should exert themselves now going to organise themselves all round. It appears strange that a society which could use such immense political power should at this juncture be dead, politically speaking ; but so it is, and the less credit to it. Some time ago memorials were sent from the Association for signatures for an amendment in the Licensing Act as regards hotels being opened for an hour or two on Sundays, but now when a splendid opportunity presents itself for getting this grievance attended to the chance is not likely to be taken advantage of by the Society as a body.: [960, 637, 1100, 784]
- postmaster-signature: Alex. Livingstone, Acting Postmaster.: [53, 618, 172, 628]
- exchange-value: 1 7 6: [156, 327, 172, 337]
- exchange-heading: THAMES STOCK EXCHANGE.: [22, 267, 168, 278]
- church-paragraph: Mr Hill proposed a vote of thanks to the ladies who had presided at the tea, and had assisted also in entertaining the meeting afterwards.: [804, 1424, 954, 1462]
- editorial-paragraph: A large crowd of natives have put in an appearance in Shortland to be in readiness to attend the Native Lands Court. At the Bench end of Willoughby street there is quite an encampment, and to judge by the amount of "kai" in kits, and the trouble taken to get a large and high and dry, these people intend to make a good stay.: [18, 1238, 172, 1312]
- accident-paragraph: The adage that accidents never come singly has been painfully verified during the past few days. To-day has added two items to the list of casualties. The first was an accident which happened to a man named Frederick Lyston, who was employed in Messenger's tribute and was to-day on work there. He tells us that while at work he had occasion to fetch a hand-saw which was lying at the other side of the winze. Unfortunately he was in the dark, or nearly so, owing to the smoke occasioned by blasting which was being carried on down below, and did not think he was so near the mouth of the winze until he had accidentally walked into it. He then fell down it, a distance of 56 feet. The wonder is that he was not killed outright. His thigh was broken, and besides a fracture of the collar-bone his shoulder was much bruised and shaken. This happened between eleven and twelve o'clock; he was immediately taken to the hospital, where he was attended by Dr Fox, and his thigh set, and the dislocation reduced.: [648, 558, 798, 769]
- inquest-paragraph: The Coroner informed him that he had no funds at his disposal to give payment to or order it to be made.: [492, 732, 642, 760]
- tide-cell: 0.2: [147, 451, 172, 461]
- dateline-place: COROMANDEL.: [215, 1261, 293, 1272]
- court-paragraph: Adjourned until December 7th.: [344, 368, 443, 378]
- customs-label: Customs Duties ........: [18, 232, 86, 242]
- nameplate-subtitle: PUBLISHED DAILY AT FOUR O'CLOCK P.M.: [22, 808, 168, 816]
- tide-cell: 17–Wednesday: [19, 432, 75, 442]
- church-paragraph: preaching to empty pews. In looking back on the past year he could see a great deal to encourage them, and he could also see much to encourage them in the year beginning. They all knew it was a time of great commercial depression, and churches with other institutions must necessarily suffer, but he hoped that depression would soon cease, and that the congregation would unite more heartily together, and not let it keep them away from church on the Lord's day. He was happy to say that two ministers of the Thames were present and would address the meeting ; he had, he was sorry to say, to apologise for the Rev. Mr Crump, who was called away to Auckland. He then called on the choir, who rendered (I will lift up mine eye). Their singing manifested careful practice, all the parts chiming in harmoniously together.: [804, 28, 954, 202]
- inquest-paragraph: By a juror : Deceased was coming towards Shortland when he left me.: [648, 96, 798, 115]
- divider: [970, 128, 1090, 129]
- divider: [188, 412, 320, 413]
- tide-col-header: November.: [19, 393, 75, 403]
- exchange-label: Sellers...Caledonian (double) ..: [18, 318, 116, 328]
- column-rule: [645, 26, 646, 1444]
- moon-phase: Moon's Last Quarter—20th ; 0h. 16m. p.m.: [34, 481, 156, 490]
- notes-paragraph: The late editor, Mr Montrose has sued the "silent" owner of the property for £500 damages consequent upon the speedy and unexpected termination of an engagement. The case, if not otherwise disposed of, will come off in January proximo. Mr Von Sturmer, lately editor of the departed Echo, has left for Hamilton to take the editorial chair. What unlooked-for changes do take place even on newspapers in a short time !: [960, 296, 1100, 388]
- customs-columns: £ s d: [157, 222, 172, 232]
- court-paragraph: Mr Tyler for Cassin reminded His Honor that there had been two trials and that the defendant had succeeded in the second trial.: [336, 419, 486, 448]
- matters-managed-heading: How Matters are sometimes Managed in the New Zealand Parliament.: [970, 837, 1090, 870]
- inquest-paragraph: Edward Joseph Anderton deposed—I am a solicitor residing on the Kauaeranga. On Sunday last while walking I saw an object in the river which on close inspection proved to be the body of a man. Where I saw the body is I believe four or five miles from the usual crossing. There is a ford close to where the body was found, about 60 yards from it. There are in fact several places where you can cross, and they are off the track. The water where I saw the body was about three or four feet deep. The upper portion of the body was floating, the feet were on the ground. There are a good many holes about that place. I told my neighbour, Mr Stevens, to inform the police. I saw Constable Stapleton take the body out on the following Monday morning. The body is the one now in the dead-house. I don't know whether I ever saw deceased or not. The face was disfigured ; I cannot say whether by violence or not. I can't say what caused the disfigurement ; I fancy it was by the body dragging against the sand and gravel at the bottom of the creek.: [492, 461, 642, 681]
- divider: [658, 910, 788, 911]
- table-row: [19, 470, 172, 480]
